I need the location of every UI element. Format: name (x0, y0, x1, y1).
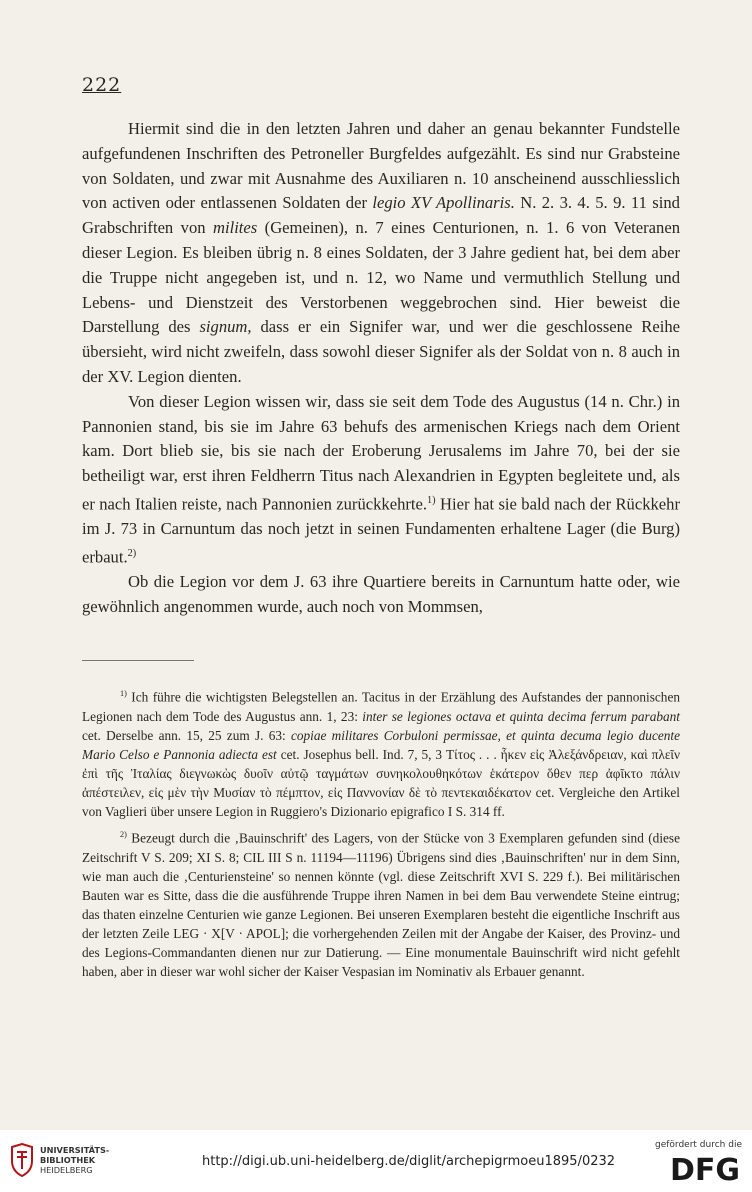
svg-text:DFG: DFG (670, 1154, 741, 1184)
footnote-divider (82, 660, 194, 661)
footnote-2: $^{2)}$ Bezeugt durch die ‚Bauinschrift' des Lagers, von der Stücke von 3 Exemplaren gefunden sind (diese Zeitschrift V S. 209; XI S. 8; CIL III S n. 11194—11196) Übrigens sind dies ‚Bauinschriften' nur in dem Sinn, wie man auch die ‚Centuriensteine' so nennen könnte (vgl. diese Zeitschrift XVI S. 229 f.). Bei militärischen Bauten war es Sitte, dass die die ausführende Truppe ihren Namen in bei dem Bau verwendete Steine eintrug; das thaten einzelne Centurien wie ganze Legionen. Bei unseren Exemplaren besteht die eigentliche Inschrift aus der letzten Zeile LEG · X[V · APOL]; die vorhergehenden Zeilen mit der Angabe der Kaiser, des Provinz- und des Legions-Commandanten dienen nur zur Datierung. — Eine monumentale Bauinschrift wird nicht gefehlt haben, aber in dieser war wohl sicher der Kaiser Vespasian im Nominativ als Erbauer genannt. (82, 830, 680, 980)
main-text (82, 117, 680, 620)
dfg-logo (670, 1154, 742, 1184)
funding-caption: gefördert durch die (655, 1140, 742, 1150)
paragraph: Ob die Legion vor dem J. 63 ihre Quartiere bereits in Carnuntum hatte oder, wie gewöhnlich angenommen wurde, auch noch von Mommsen, (82, 572, 680, 617)
footnote-ref: 1) (427, 494, 436, 506)
permalink[interactable]: http://digi.ub.uni-heidelberg.de/diglit/archepigrmoeu1895/0232 (202, 1154, 616, 1169)
paragraph: Hiermit sind die in den letzten Jahren und daher an genau bekannter Fundstelle aufgefundenen Inschriften des Petroneller Burgfeldes aufgezählt. Es sind nur Grabsteine von Soldaten, und zwar mit Ausnahme des Auxiliaren n. 10 anscheinend ausschliesslich von activen oder entlassenen Soldaten der legio XV Apollinaris. N. 2. 3. 4. 5. 9. 11 sind Grabschriften von milites (Gemeinen), n. 7 eines Centurionen, n. 1. 6 von Veteranen dieser Legion. Es bleiben übrig n. 8 eines Soldaten, der 3 Jahre gedient hat, bei dem aber die Truppe nicht angegeben ist, und n. 12, wo Name und vermuthlich Stellung und Lebens- und Dienstzeit des Verstorbenen weggebrochen sind. Hier beweist die Darstellung des signum, dass er ein Signifer war, und wer die geschlossene Reihe übersieht, wird nicht zweifeln, dass sowohl dieser Signifer als der Soldat von n. 8 auch in der XV. Legion dienten. (82, 119, 681, 386)
library-name: UNIVERSITÄTS- BIBLIOTHEK HEIDELBERG (40, 1145, 110, 1175)
digitization-footer (0, 1130, 752, 1192)
footnote-ref: 2) (127, 548, 137, 560)
page-number: 222 (82, 74, 122, 96)
footnotes (82, 684, 680, 981)
paragraph: Von dieser Legion wissen wir, dass sie seit dem Tode des Augustus (14 n. Chr.) in Pannonien stand, bis sie im Jahre 63 behufs des armenischen Kriegs nach dem Orient kam. Dort blieb sie, bis sie nach der Eroberung Jerusalems im Jahre 70, bei der sie betheiligt war, erst ihren Feldherrn Titus nach Alexandrien in Egypten begleitete und, als er nach Italien reiste, nach Pannonien zurückkehrte.$^{1)}$ Hier hat sie bald nach der Rückkehr im J. 73 in Carnuntum das noch jetzt in seinen Fundamenten erhaltene Lager (die Burg) erbaut.$^{2)}$ (82, 391, 680, 567)
university-seal-icon (10, 1143, 34, 1177)
footnote-1: $^{1)}$ Ich führe die wichtigsten Belegstellen an. Tacitus in der Erzählung des Aufstandes der pannonischen Legionen nach dem Tode des Augustus ann. 1, 23: inter se legiones octava et quinta decima ferrum parabant cet. Derselbe ann. 15, 25 zum J. 63: copiae militares Corbuloni permissae, et quinta decuma legio ducente Mario Celso e Pannonia adiecta est cet. Josephus bell. Ind. 7, 5, 3 Τίτος . . . ἧκεν εἰς Ἀλεξάνδρειαν, καὶ πλεῖν ἐπὶ τῆς Ἰταλίας διεγνωκὼς δυοῖν αὐτῷ ταγμάτων συνηκολουθηκότων ἑκάτερον ὅθεν περ ἀφῖκτο πάλιν ἀπέστειλεν, εἰς μὲν τὴν Μυσίαν τὸ πέμπτον, εἰς Παννονίαν δὲ τὸ πεντεκαιδέκατον cet. Vergleiche den Artikel von Vaglieri über unsere Legion in Ruggiero's Dizionario epigrafico I S. 314 ff. (82, 689, 681, 819)
